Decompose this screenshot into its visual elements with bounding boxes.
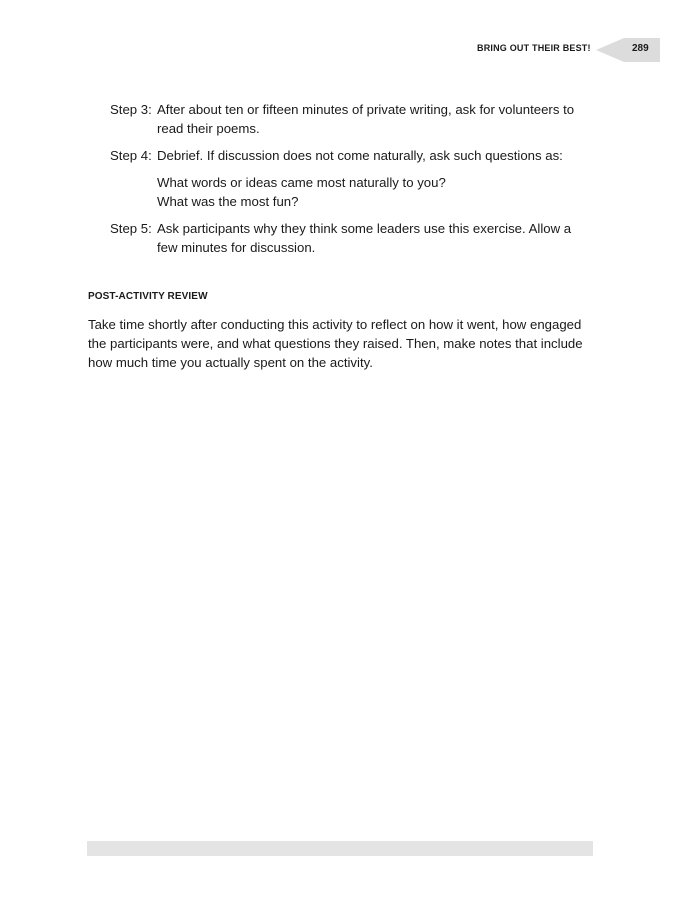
steps-list (110, 100, 590, 265)
step-5 (110, 219, 590, 257)
debrief-question: What was the most fun? (157, 194, 299, 209)
page-tab-shape (596, 38, 660, 62)
step-3 (110, 100, 590, 138)
debrief-questions (157, 173, 590, 211)
step-text: Ask participants why they think some leaders use this exercise. Allow a few minutes for discussion. (157, 221, 572, 255)
section-paragraph: Take time shortly after conducting this activity to reflect on how it went, how engaged the participants were, and what questions they raised. Then, make notes that include how much time you actually spent on the activity. (88, 317, 583, 370)
step-text: Debrief. If discussion does not come naturally, ask such questions as: (157, 148, 563, 163)
step-label: Step 4: (110, 148, 152, 163)
step-label: Step 5: (110, 221, 152, 236)
section-heading: POST-ACTIVITY REVIEW (88, 291, 208, 302)
footer-bar (87, 841, 593, 856)
debrief-question: What words or ideas came most naturally to you? (157, 175, 446, 190)
step-body (157, 219, 590, 257)
page-number: 289 (632, 43, 649, 54)
step-text: After about ten or fifteen minutes of private writing, ask for volunteers to read their poems. (157, 102, 575, 136)
page-number-tab (596, 38, 660, 62)
step-body (157, 100, 590, 138)
step-body (157, 146, 590, 211)
running-header-title: BRING OUT THEIR BEST! (477, 43, 591, 53)
step-4 (110, 146, 590, 211)
step-label: Step 3: (110, 102, 152, 117)
